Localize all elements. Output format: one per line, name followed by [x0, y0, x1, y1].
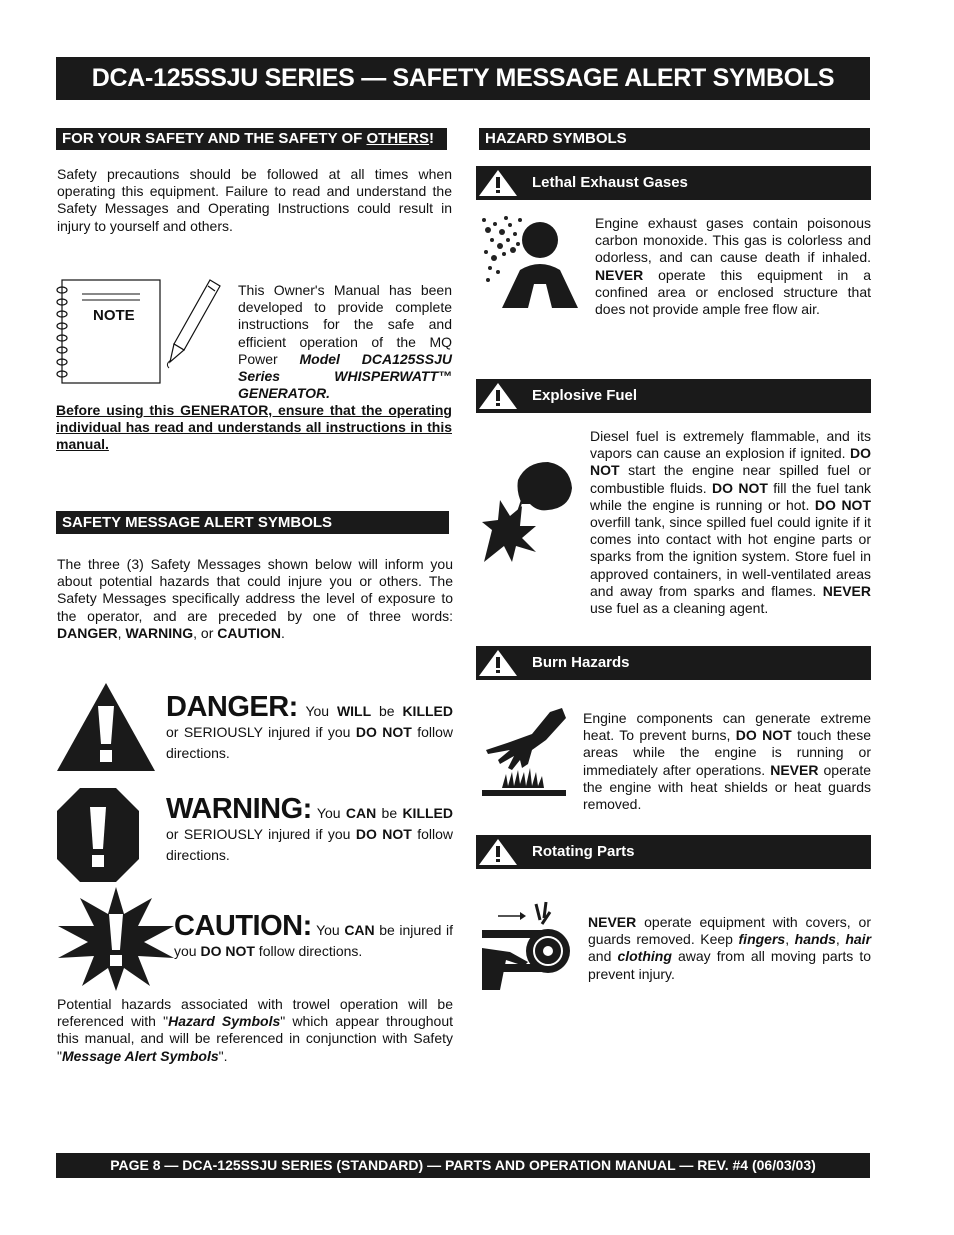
burn-b1: DO NOT	[735, 727, 792, 744]
caution-t3: follow directions.	[254, 943, 363, 959]
fuel-t1: Diesel fuel is extremely flammable, and its vapors can cause an explosion if ignited.	[590, 428, 871, 462]
fuel-t4: overfill tank, since spilled fuel could ignite if it comes into contact with hot engine parts or sparks from the ignition system. Store fuel in approved containers, in well-ventilated areas and away from sparks and flames.	[590, 514, 871, 599]
hazard-symbols-header: HAZARD SYMBOLS	[479, 128, 870, 150]
danger-heading: DANGER:	[166, 691, 298, 723]
warning-t2: be	[376, 805, 403, 821]
exhaust-t2: operate this equipment in a confined area or enclosed structure that does not provide ample free flow air.	[595, 266, 871, 318]
rotating-warning-triangle-icon	[478, 838, 518, 866]
fuel-t2: start the engine near spilled fuel or combustible fluids.	[590, 462, 871, 496]
exhaust-t1: Engine exhaust gases contain poisonous carbon monoxide. This gas is colorless and odorless, and can cause death if inhaled.	[595, 215, 871, 266]
potential-hazard-symbols: Hazard Symbols	[168, 1013, 281, 1030]
exhaust-bar	[476, 166, 871, 200]
warning-b1: CAN	[345, 805, 377, 821]
danger-t4: follow directions.	[166, 724, 453, 761]
word-caution: CAUTION	[217, 624, 282, 641]
note-notebook-icon	[52, 274, 227, 386]
fuel-b2: DO NOT	[711, 479, 768, 496]
exhaust-label: Lethal Exhaust Gases	[532, 174, 688, 191]
danger-b2: KILLED	[402, 703, 453, 719]
warning-heading: WARNING:	[166, 793, 312, 825]
rotating-b1: NEVER	[588, 914, 637, 930]
potential-c: ".	[218, 1047, 228, 1064]
fuel-text	[590, 428, 871, 617]
safety-text: Safety precautions should be followed at all times when operating this equipment. Failure to read and understand the Safety Messages and Operating Instructions could result in injury to yourself and others.	[57, 166, 452, 234]
fuel-b3: DO NOT	[814, 496, 871, 513]
rotating-parts-icon	[480, 900, 578, 992]
fuel-label: Explosive Fuel	[532, 387, 638, 404]
caution-b1: CAN	[344, 922, 375, 938]
warning-octagon-icon	[56, 787, 140, 883]
note-label: NOTE	[93, 307, 135, 324]
fuel-warning-triangle-icon	[478, 382, 518, 410]
caution-t2: be injured if you	[174, 922, 453, 959]
exhaust-gas-person-icon	[480, 210, 582, 312]
warning-t4: follow directions.	[166, 826, 453, 863]
rotating-text	[588, 914, 871, 983]
burn-text	[583, 710, 871, 813]
before-using-text: Before using this GENERATOR, ensure that the operating individual has read and understands all instructions in this manual.	[56, 402, 452, 453]
rotating-label: Rotating Parts	[532, 843, 635, 860]
burn-label: Burn Hazards	[532, 654, 630, 671]
manual-model-text: Model DCA125SSJU Series WHISPERWATT™ GENERATOR.	[238, 350, 453, 402]
danger-t1: You	[305, 703, 337, 719]
potential-message-symbols: Message Alert Symbols	[61, 1047, 219, 1064]
caution-message	[174, 910, 453, 962]
rotating-hands: hands	[794, 931, 836, 948]
fuel-t3: fill the fuel tank while the engine is running or hot.	[590, 479, 871, 513]
danger-t2: be	[371, 703, 403, 719]
danger-b3: DO NOT	[355, 724, 412, 740]
rotating-c1: ,	[785, 931, 795, 948]
fuel-bar	[476, 379, 871, 413]
manual-text-body: This Owner's Manual has been developed to provide complete instructions for the safe and efficient operation of the MQ Power	[238, 282, 452, 367]
caution-t1: You	[316, 922, 345, 938]
warning-b3: DO NOT	[355, 826, 412, 842]
burn-t2: touch these areas while the engine is running or immediately after operations.	[583, 727, 871, 778]
danger-t3: or SERIOUSLY injured if you	[166, 724, 356, 740]
potential-hazards-text	[57, 996, 453, 1065]
safety-header-bang: !	[429, 130, 434, 147]
exhaust-text	[595, 215, 871, 318]
manual-text	[238, 282, 452, 402]
burn-t1: Engine components can generate extreme heat. To prevent burns,	[583, 710, 871, 744]
burn-t3: operate the engine with heat shields or heat guards removed.	[583, 761, 871, 813]
danger-message	[166, 691, 453, 764]
page-footer: PAGE 8 — DCA-125SSJU SERIES (STANDARD) — PARTS AND OPERATION MANUAL — REV. #4 (06/03/03)	[56, 1153, 870, 1178]
safety-header-others: OTHERS	[366, 130, 429, 147]
word-danger: DANGER	[57, 624, 118, 641]
alert-symbols-header: SAFETY MESSAGE ALERT SYMBOLS	[56, 511, 449, 534]
rotating-fingers: fingers	[738, 931, 786, 948]
burn-hand-icon	[480, 706, 572, 800]
rotating-t2: and	[588, 948, 618, 965]
caution-heading: CAUTION:	[174, 910, 312, 942]
caution-b2: DO NOT	[200, 943, 255, 959]
rotating-t3: away from all moving parts to prevent injury.	[588, 948, 872, 982]
rotating-clothing: clothing	[617, 948, 672, 965]
danger-triangle-icon	[56, 682, 156, 772]
rotating-bar	[476, 835, 871, 869]
page-title: DCA-125SSJU SERIES — SAFETY MESSAGE ALERT SYMBOLS	[56, 57, 870, 100]
fuel-b4: NEVER	[822, 582, 871, 599]
potential-a: Potential hazards associated with trowel operation will be referenced with "	[57, 996, 453, 1030]
potential-b: " which appear throughout this manual, and will be referenced in conjunction with Safety "	[57, 1013, 454, 1064]
burn-b2: NEVER	[770, 761, 819, 778]
alert-intro-body: The three (3) Safety Messages shown below will inform you about potential hazards that could injure you or others. The Safety Messages specifically address the level of exposure to the operator, and are preceded by one of three words:	[57, 556, 453, 624]
rotating-c2: ,	[835, 931, 846, 948]
word-warning: WARNING	[125, 624, 194, 641]
explosive-fuel-icon	[478, 460, 576, 564]
rotating-t1: operate equipment with covers, or guards removed. Keep	[588, 914, 871, 948]
exhaust-warning-triangle-icon	[478, 169, 518, 197]
caution-starburst-icon	[56, 886, 176, 992]
warning-b2: KILLED	[402, 805, 453, 821]
safety-header	[56, 128, 447, 150]
burn-bar	[476, 646, 871, 680]
warning-t3: or SERIOUSLY injured if you	[166, 826, 356, 842]
word-or: , or	[193, 624, 218, 641]
safety-header-text: FOR YOUR SAFETY AND THE SAFETY OF	[62, 130, 367, 147]
alert-intro-text: The three (3) Safety Messages shown below will inform you about potential hazards that could injure you or others. The Safety Messages specifically address the level of exposure to the operator, and are preceded by one of three words: DANGER, WARNING, or CAUTION.	[57, 556, 453, 641]
exhaust-b1: NEVER	[595, 266, 644, 283]
rotating-hair: hair	[845, 931, 872, 948]
fuel-t5: use fuel as a cleaning agent.	[590, 600, 769, 617]
burn-warning-triangle-icon	[478, 649, 518, 677]
warning-message	[166, 793, 453, 866]
fuel-b1: DO NOT	[590, 445, 871, 479]
warning-t1: You	[316, 805, 346, 821]
danger-b1: WILL	[336, 703, 372, 719]
